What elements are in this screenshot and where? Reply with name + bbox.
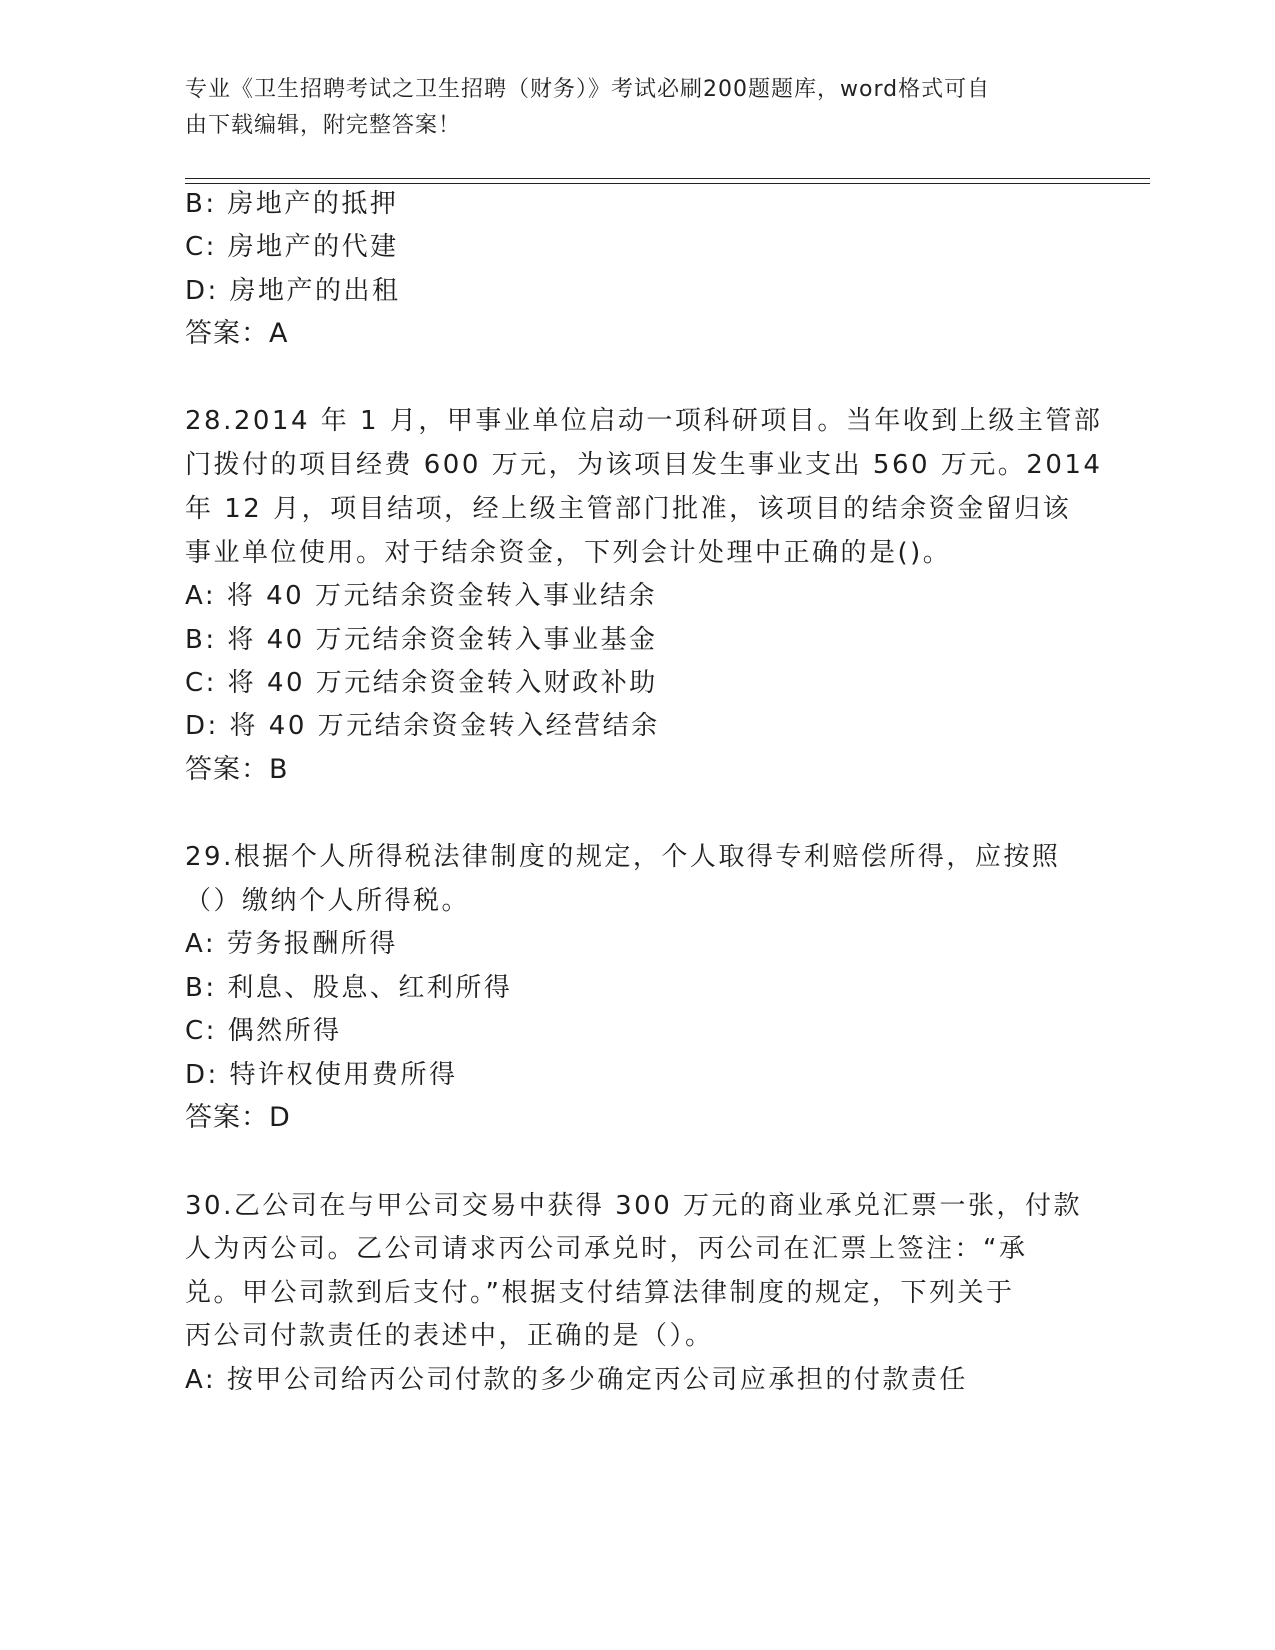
q30-option-a: A: 按甲公司给丙公司付款的多少确定丙公司应承担的付款责任	[185, 1365, 968, 1395]
q27-option-b: B: 房地产的抵押	[185, 189, 399, 219]
document-header	[185, 72, 1065, 144]
q29-stem-line-2: （）缴纳个人所得税。	[185, 886, 471, 916]
q27-option-c: C: 房地产的代建	[185, 232, 399, 262]
q28-stem-line-3: 年 12 月，项目结项，经上级主管部门批准，该项目的结余资金留归该	[185, 494, 1072, 524]
q29-stem-line-1: 29.根据个人所得税法律制度的规定，个人取得专利赔偿所得，应按照	[185, 842, 1061, 872]
q30-stem-line-1: 30.乙公司在与甲公司交易中获得 300 万元的商业承兑汇票一张，付款	[185, 1191, 1083, 1221]
q28-stem-line-1: 28.2014 年 1 月，甲事业单位启动一项科研项目。当年收到上级主管部	[185, 406, 1103, 436]
q29-option-a: A: 劳务报酬所得	[185, 929, 398, 959]
header-line-1: 专业《卫生招聘考试之卫生招聘（财务）》考试必刷200题题库，word格式可自	[185, 77, 991, 102]
q28-stem-line-4: 事业单位使用。对于结余资金，下列会计处理中正确的是()。	[185, 538, 952, 568]
header-divider-bottom	[185, 183, 1150, 184]
q29-option-d: D: 特许权使用费所得	[185, 1060, 458, 1090]
header-line-2: 由下载编辑，附完整答案！	[185, 113, 462, 138]
q29-answer: 答案：D	[185, 1102, 291, 1133]
q28-option-c: C: 将 40 万元结余资金转入财政补助	[185, 668, 658, 698]
q30-stem-line-4: 丙公司付款责任的表述中，正确的是（）。	[185, 1321, 714, 1351]
q30-stem-line-3: 兑。甲公司款到后支付。”根据支付结算法律制度的规定，下列关于	[185, 1278, 1015, 1308]
q27-option-d: D: 房地产的出租	[185, 276, 401, 306]
q28-option-a: A: 将 40 万元结余资金转入事业结余	[185, 581, 657, 611]
q29-option-c: C: 偶然所得	[185, 1016, 342, 1046]
q27-answer: 答案：A	[185, 318, 289, 349]
q28-option-d: D: 将 40 万元结余资金转入经营结余	[185, 711, 660, 741]
q28-option-b: B: 将 40 万元结余资金转入事业基金	[185, 625, 658, 655]
header-divider-top	[185, 178, 1150, 179]
q28-stem-line-2: 门拨付的项目经费 600 万元，为该项目发生事业支出 560 万元。2014	[185, 450, 1103, 480]
q29-option-b: B: 利息、股息、红利所得	[185, 973, 513, 1003]
q30-stem-line-2: 人为丙公司。乙公司请求丙公司承兑时，丙公司在汇票上签注：“承	[185, 1234, 1028, 1264]
q28-answer: 答案：B	[185, 754, 289, 785]
